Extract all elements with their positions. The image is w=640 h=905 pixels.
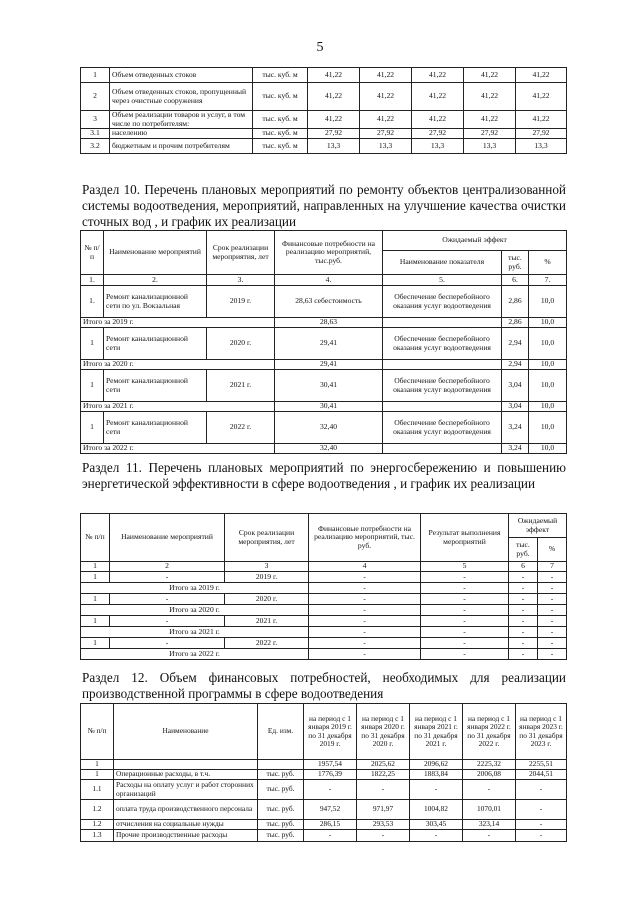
page-number: 5 [316,40,324,55]
total-percent: - [538,649,567,660]
total-label: Итого за 2019 г. [81,318,275,328]
total-percent: 10,0 [529,444,567,454]
column-number: 4 [309,562,421,572]
row-value: 41,22 [464,83,516,111]
effect-percent: - [538,638,567,649]
row-value: - [304,780,357,800]
table-row [81,68,567,83]
col-header-period: на период с 1 января 2022 г. по 31 декабря 2022 г. [463,704,516,760]
measure-result: - [421,638,509,649]
row-unit: тыс. куб. м [253,83,308,111]
row-value: 13,3 [464,139,516,154]
total-result: - [421,627,509,638]
total-thous: - [509,605,538,616]
measure-year: 2021 г. [225,616,309,627]
volume-table [80,67,567,154]
row-value: 13,3 [360,139,412,154]
empty-cell [383,444,502,454]
total-finance: 32,40 [275,444,383,454]
row-number: 1. [81,286,104,318]
total-thous: - [509,583,538,594]
table-row [81,760,567,770]
row-name: населению [110,129,253,139]
total-percent: - [538,583,567,594]
row-number: 1.2 [81,800,114,820]
table-row [81,800,567,820]
row-value: - [463,830,516,842]
row-value: 41,22 [308,111,360,129]
measure-name: - [110,594,225,605]
measure-finance: 29,41 [275,328,383,360]
total-result: - [421,583,509,594]
column-number: 2 [110,562,225,572]
row-value: 13,3 [412,139,464,154]
table-row [81,820,567,830]
measure-finance: - [309,594,421,605]
measure-year: 2021 г. [207,370,275,402]
row-value: - [516,780,567,800]
row-unit: тыс. куб. м [253,111,308,129]
row-number: 1 [81,770,114,780]
row-number: 1.1 [81,780,114,800]
row-value: 1822,25 [357,770,410,780]
row-value: - [516,800,567,820]
row-value: 1776,39 [304,770,357,780]
table-row [81,616,567,627]
total-row [81,318,567,328]
table-row [81,111,567,129]
total-thous: - [509,627,538,638]
measure-year: 2022 г. [225,638,309,649]
total-thous: 3,24 [502,444,529,454]
col-header-thous: тыс. руб. [509,538,538,562]
col-header-period: на период с 1 января 2020 г. по 31 декабря 2020 г. [357,704,410,760]
effect-thous: 2,86 [502,286,529,318]
energy-measures-table [80,513,567,660]
row-number: 3.1 [81,129,110,139]
row-value: 2044,51 [516,770,567,780]
total-row [81,627,567,638]
measure-finance: - [309,638,421,649]
total-finance: 28,63 [275,318,383,328]
measure-year: 2019 г. [225,572,309,583]
row-number: 1.2 [81,820,114,830]
total-label: Итого за 2021 г. [81,627,309,638]
total-thous: - [509,649,538,660]
measure-indicator: Обеспечение бесперебойного оказания услуг водоотведения [383,370,502,402]
col-header-term: Срок реализации мероприятия, лет [207,231,275,275]
total-percent: - [538,627,567,638]
row-unit: тыс. руб. [258,800,304,820]
table-row [81,83,567,111]
measure-finance: 30,41 [275,370,383,402]
row-value: 41,22 [516,83,567,111]
row-value: 41,22 [412,83,464,111]
column-number: 2. [104,275,207,286]
measure-indicator: Обеспечение бесперебойного оказания услуг водоотведения [383,286,502,318]
measure-name: Ремонт канализационной сети [104,328,207,360]
col-header-thous: тыс. руб. [502,251,529,275]
measure-name: - [110,572,225,583]
row-name: Расходы на оплату услуг и работ сторонних организаций [114,780,258,800]
measure-result: - [421,594,509,605]
table-row [81,328,567,360]
total-finance: - [309,627,421,638]
row-value: - [463,780,516,800]
measure-name: - [110,638,225,649]
row-value: 303,45 [410,820,463,830]
measure-name: Ремонт канализационной сети [104,412,207,444]
table-row [81,780,567,800]
row-value: 293,53 [357,820,410,830]
row-value: - [516,830,567,842]
measure-finance: 32,40 [275,412,383,444]
total-percent: 10,0 [529,360,567,370]
section-11-heading: Раздел 11. Перечень плановых мероприятий по энергосбережению и повышению энергетической эффективности в сфере водоотведения , и график их реализации [82,460,566,491]
row-value: - [357,830,410,842]
effect-percent: - [538,616,567,627]
measure-finance: - [309,616,421,627]
effect-thous: - [509,572,538,583]
column-number: 5 [421,562,509,572]
col-header-name: Наименование мероприятий [104,231,207,275]
col-header-effect: Ожидаемый эффект [383,231,567,251]
row-number: 1 [81,370,104,402]
table-row [81,139,567,154]
empty-cell [383,360,502,370]
row-name: отчисления на социальные нужды [114,820,258,830]
row-number: 3 [81,111,110,129]
measure-name: - [110,616,225,627]
total-label: Итого за 2020 г. [81,360,275,370]
row-value: 27,92 [464,129,516,139]
measure-year: 2020 г. [225,594,309,605]
total-percent: 10,0 [529,318,567,328]
measure-year: 2022 г. [207,412,275,444]
row-unit: тыс. куб. м [253,139,308,154]
row-number: 1 [81,328,104,360]
row-number: 1 [81,638,110,649]
col-header-percent: % [529,251,567,275]
table-row [81,638,567,649]
row-value: 323,14 [463,820,516,830]
row-number: 1.3 [81,830,114,842]
row-value: 1883,84 [410,770,463,780]
row-value: 41,22 [412,111,464,129]
section-10-heading: Раздел 10. Перечень плановых мероприятий по ремонту объектов централизованной системы водоотведения, мероприятий, направленных на улучшение качества очистки сточных вод , и график их реализации [82,182,566,229]
row-name: Объем реализации товаров и услуг, в том числе по потребителям: [110,111,253,129]
row-unit [258,760,304,770]
row-unit: тыс. куб. м [253,68,308,83]
column-number: 7. [529,275,567,286]
row-value: 41,22 [308,83,360,111]
col-header-period: на период с 1 января 2023 г. по 31 декабря 2023 г. [516,704,567,760]
table-row [81,572,567,583]
row-value: 971,97 [357,800,410,820]
total-label: Итого за 2019 г. [81,583,309,594]
column-number: 7 [538,562,567,572]
column-number: 4. [275,275,383,286]
effect-thous: 2,94 [502,328,529,360]
row-value: 286,15 [304,820,357,830]
row-value: - [410,780,463,800]
row-value: 2006,08 [463,770,516,780]
row-unit: тыс. руб. [258,780,304,800]
col-header-result: Результат выполнения мероприятий [421,514,509,562]
row-unit: тыс. куб. м [253,129,308,139]
row-number: 1 [81,616,110,627]
total-percent: 10,0 [529,402,567,412]
col-header-unit: Ед. изм. [258,704,304,760]
row-value: 2225,32 [463,760,516,770]
measure-name: Ремонт канализационной сети [104,370,207,402]
measure-name: Ремонт канализационной сети по ул. Вокзальная [104,286,207,318]
effect-percent: 10,0 [529,370,567,402]
row-name: Объем отведенных стоков, пропущенный через очистные сооружения [110,83,253,111]
measure-year: 2020 г. [207,328,275,360]
measure-finance: 28,63 себестоимость [275,286,383,318]
total-result: - [421,649,509,660]
row-value: - [516,820,567,830]
row-value: - [357,780,410,800]
column-number: 3. [207,275,275,286]
row-value: 41,22 [412,68,464,83]
row-value: 41,22 [516,68,567,83]
row-value: 41,22 [360,68,412,83]
column-number: 1 [81,562,110,572]
total-finance: - [309,605,421,616]
row-value: 1004,82 [410,800,463,820]
row-number: 2 [81,83,110,111]
row-unit: тыс. руб. [258,770,304,780]
total-row [81,583,567,594]
row-unit: тыс. руб. [258,830,304,842]
total-finance: - [309,583,421,594]
empty-cell [383,318,502,328]
row-value: 41,22 [464,111,516,129]
total-finance: - [309,649,421,660]
repair-measures-table [80,230,567,454]
column-number: 6. [502,275,529,286]
row-value: 13,3 [308,139,360,154]
total-label: Итого за 2022 г. [81,444,275,454]
total-row [81,605,567,616]
table-row [81,770,567,780]
row-value: 27,92 [360,129,412,139]
table-row [81,830,567,842]
total-result: - [421,605,509,616]
row-value: 41,22 [464,68,516,83]
row-name: Прочие производственные расходы [114,830,258,842]
col-header-term: Срок реализации мероприятия, лет [225,514,309,562]
row-value: 947,52 [304,800,357,820]
total-label: Итого за 2022 г. [81,649,309,660]
row-value: 27,92 [412,129,464,139]
row-value: 2025,62 [357,760,410,770]
measure-indicator: Обеспечение бесперебойного оказания услуг водоотведения [383,412,502,444]
total-row [81,360,567,370]
row-name: Объем отведенных стоков [110,68,253,83]
col-header-name: Наименование мероприятий [110,514,225,562]
col-header-finance: Финансовые потребности на реализацию мероприятий, тыс. руб. [309,514,421,562]
total-row [81,402,567,412]
row-number: 1 [81,68,110,83]
effect-thous: - [509,594,538,605]
row-value: 1957,54 [304,760,357,770]
total-label: Итого за 2020 г. [81,605,309,616]
col-header-no: № п/п [81,704,114,760]
row-value: 41,22 [360,83,412,111]
column-number: 5. [383,275,502,286]
measure-finance: - [309,572,421,583]
measure-result: - [421,572,509,583]
column-number: 6 [509,562,538,572]
row-value: 41,22 [360,111,412,129]
row-unit: тыс. руб. [258,820,304,830]
col-header-finance: Финансовые потребности на реализацию мероприятий, тыс.руб. [275,231,383,275]
col-header-no: № п/ п [81,231,104,275]
row-value: 2096,62 [410,760,463,770]
row-value: 2255,51 [516,760,567,770]
total-row [81,649,567,660]
row-number: 1 [81,594,110,605]
total-thous: 2,86 [502,318,529,328]
row-name: оплата труда производственного персонала [114,800,258,820]
row-name: бюджетным и прочим потребителям [110,139,253,154]
column-number-row [81,562,567,572]
column-number-row [81,275,567,286]
column-number: 1. [81,275,104,286]
effect-percent: 10,0 [529,328,567,360]
row-name: Операционные расходы, в т.ч. [114,770,258,780]
effect-thous: - [509,638,538,649]
total-label: Итого за 2021 г. [81,402,275,412]
measure-result: - [421,616,509,627]
row-number: 1 [81,412,104,444]
empty-cell [383,402,502,412]
row-value: 27,92 [308,129,360,139]
col-header-name: Наименование [114,704,258,760]
section-12-heading: Раздел 12. Объем финансовых потребностей, необходимых для реализации производственной программы в сфере водоотведения [82,670,566,701]
row-value: 1070,01 [463,800,516,820]
table-row [81,370,567,402]
col-header-indicator: Наименование показателя [383,251,502,275]
col-header-period: на период с 1 января 2021 г. по 31 декабря 2021 г. [410,704,463,760]
row-number: 3.2 [81,139,110,154]
table-row [81,286,567,318]
effect-percent: 10,0 [529,286,567,318]
row-value: 41,22 [308,68,360,83]
row-value: 27,92 [516,129,567,139]
table-row [81,412,567,444]
effect-thous: 3,04 [502,370,529,402]
effect-percent: - [538,572,567,583]
total-finance: 29,41 [275,360,383,370]
effect-percent: 10,0 [529,412,567,444]
total-percent: - [538,605,567,616]
col-header-no: № п/п [81,514,110,562]
row-number: 1 [81,572,110,583]
row-number: 1 [81,760,114,770]
effect-thous: 3,24 [502,412,529,444]
total-row [81,444,567,454]
row-value: - [304,830,357,842]
row-value: 41,22 [516,111,567,129]
col-header-effect: Ожидаемый эффект [509,514,567,538]
col-header-percent: % [538,538,567,562]
column-number: 3 [225,562,309,572]
financial-needs-table [80,703,567,842]
effect-percent: - [538,594,567,605]
col-header-period: на период с 1 января 2019 г. по 31 декабря 2019 г. [304,704,357,760]
effect-thous: - [509,616,538,627]
row-name [114,760,258,770]
table-row [81,594,567,605]
measure-indicator: Обеспечение бесперебойного оказания услуг водоотведения [383,328,502,360]
total-thous: 3,04 [502,402,529,412]
total-finance: 30,41 [275,402,383,412]
row-value: - [410,830,463,842]
table-row [81,129,567,139]
measure-year: 2019 г. [207,286,275,318]
total-thous: 2,94 [502,360,529,370]
row-value: 13,3 [516,139,567,154]
